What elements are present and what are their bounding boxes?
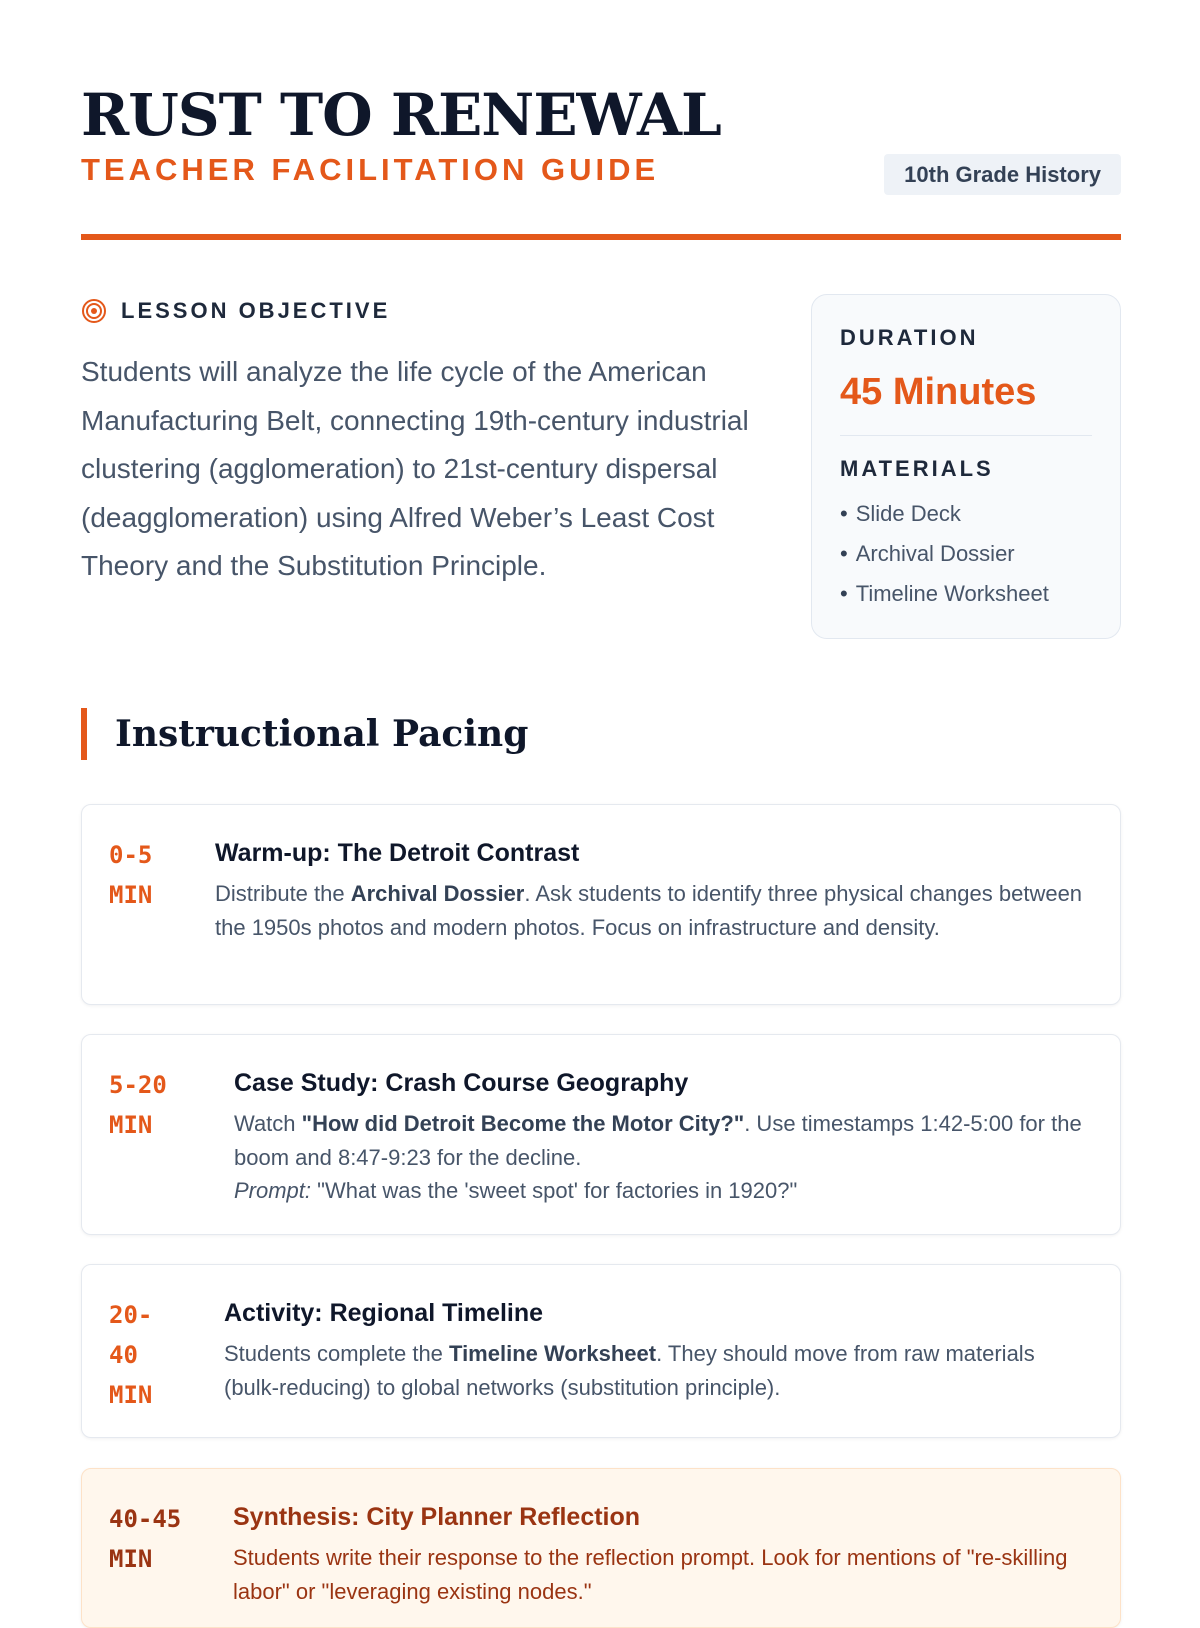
target-icon [81, 298, 107, 324]
materials-label: MATERIALS [840, 456, 994, 481]
materials-list [840, 494, 1092, 614]
pacing-desc-text: . Use timestamps 1:42-5:00 for the boom and 8:47-9:23 for the decline. [234, 1111, 1082, 1170]
objective-label: LESSON OBJECTIVE [121, 298, 391, 323]
pacing-body [234, 1065, 1094, 1208]
pacing-desc-text: Students complete the [224, 1341, 450, 1366]
pacing-description [224, 1337, 1094, 1404]
objective-heading [81, 296, 390, 326]
section-accent-bar [81, 708, 87, 760]
pacing-desc-text: Distribute the [215, 881, 351, 906]
section-title: Instructional Pacing [115, 713, 529, 755]
pacing-body [233, 1499, 1094, 1608]
prompt-label: Prompt: [234, 1178, 312, 1203]
lesson-info-card [811, 294, 1121, 639]
pacing-time: 20-40 MIN [109, 1301, 153, 1409]
pacing-body [215, 835, 1094, 944]
duration-value: 45 Minutes [840, 371, 1037, 413]
pacing-desc-text: . They should move from raw materials (bulk-reducing) to global networks (substitution principle). [224, 1341, 1035, 1400]
pacing-desc-emphasis: Timeline Worksheet [449, 1341, 657, 1366]
pacing-title: Case Study: Crash Course Geography [234, 1069, 689, 1097]
grade-badge: 10th Grade History [884, 154, 1121, 195]
guide-subtitle: TEACHER FACILITATION GUIDE [81, 152, 660, 187]
pacing-time: 40-45 MIN [109, 1505, 182, 1573]
pacing-desc-text: Watch [234, 1111, 302, 1136]
section-heading [81, 708, 528, 760]
pacing-title: Warm-up: The Detroit Contrast [215, 839, 580, 867]
pacing-time: 0-5 MIN [109, 841, 153, 909]
pacing-desc-text: . Ask students to identify three physical changes between the 1950s photos and modern photos. Focus on infrastructure and density. [215, 881, 1083, 940]
duration-label: DURATION [840, 325, 979, 350]
prompt-text: "What was the 'sweet spot' for factories in 1920?" [311, 1178, 798, 1203]
material-item: • Archival Dossier [840, 534, 1092, 574]
objective-text: Students will analyze the life cycle of the American Manufacturing Belt, connecting 19th-century industrial clustering (agglomeration) to 21st-century dispersal (deagglomeration) using Alfred Weber’s Least Cost Theory and the Substitution Principle. [81, 356, 749, 581]
info-divider [840, 435, 1092, 436]
pacing-title: Synthesis: City Planner Reflection [233, 1503, 641, 1531]
material-item: • Slide Deck [840, 494, 1092, 534]
pacing-card [81, 1034, 1121, 1235]
pacing-description [234, 1107, 1094, 1208]
header-divider [81, 234, 1121, 240]
material-item: • Timeline Worksheet [840, 574, 1092, 614]
pacing-description: Students write their response to the reflection prompt. Look for mentions of "re-skilling labor" or "leveraging existing nodes." [233, 1545, 1068, 1604]
pacing-desc-emphasis: Archival Dossier [350, 881, 525, 906]
pacing-title: Activity: Regional Timeline [224, 1299, 544, 1327]
pacing-card-highlight [81, 1468, 1121, 1628]
pacing-card [81, 804, 1121, 1005]
pacing-description [215, 877, 1094, 944]
pacing-card [81, 1264, 1121, 1438]
pacing-body [224, 1295, 1094, 1404]
pacing-time: 5-20 MIN [109, 1071, 167, 1139]
guide-title: RUST TO RENEWAL [81, 81, 721, 149]
pacing-desc-emphasis: "How did Detroit Become the Motor City?" [301, 1111, 745, 1136]
